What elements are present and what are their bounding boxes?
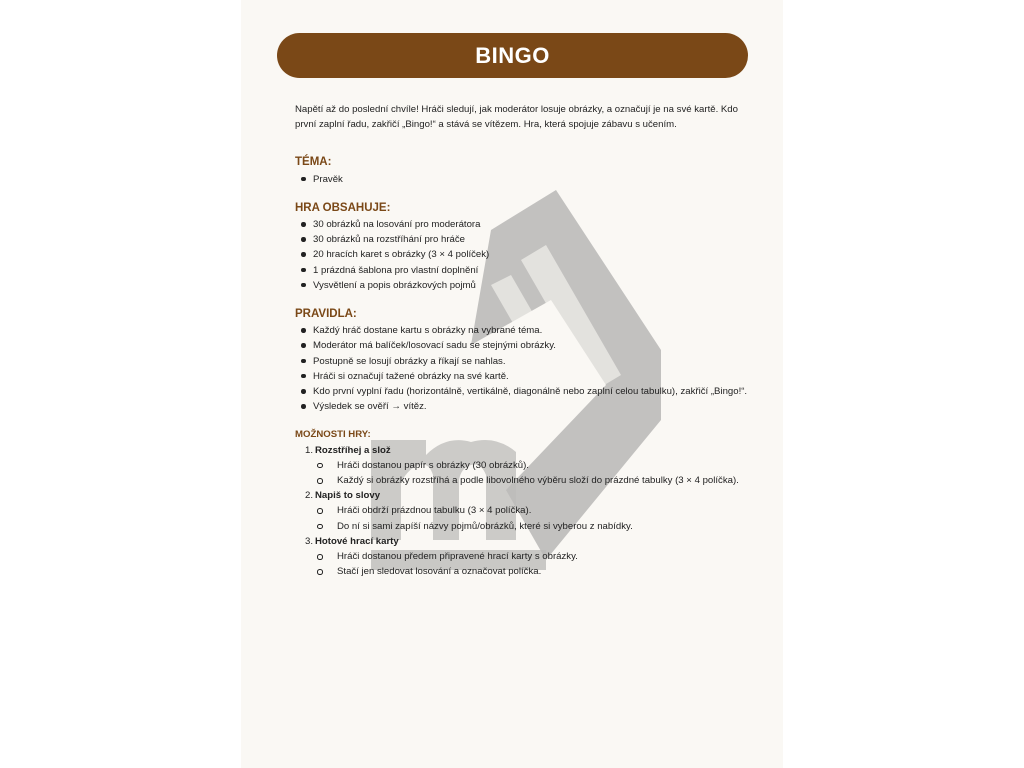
list-item: Vysvětlení a popis obrázkových pojmů bbox=[295, 278, 750, 293]
list-item: 30 obrázků na losování pro moderátora bbox=[295, 217, 750, 232]
option-item: 2. Napiš to slovy Hráči obdrží prázdnou tabulku (3 × 4 políčka). Do ní si sami zapíší názvy pojmů/obrázků, které si vyberou z nabídky. bbox=[295, 488, 750, 534]
tema-list bbox=[295, 172, 750, 187]
option-sublist bbox=[315, 549, 750, 579]
bullet-icon bbox=[301, 177, 306, 182]
list-item: Hráči dostanou předem připravené hrací karty s obrázky. bbox=[315, 549, 750, 564]
obsah-list bbox=[295, 217, 750, 293]
intro-paragraph: Napětí až do poslední chvíle! Hráči sledují, jak moderátor losuje obrázky, a označují je na své kartě. Kdo první zaplní řadu, zakřičí „Bingo!“ a stává se vítězem. Hra, která spojuje zábavu s učením. bbox=[295, 104, 738, 131]
bullet-icon bbox=[301, 283, 306, 288]
list-item: Moderátor má balíček/losovací sadu se stejnými obrázky. bbox=[295, 338, 750, 353]
option-item: 1. Rozstříhej a slož Hráči dostanou papír s obrázky (30 obrázků). Každý si obrázky rozstříhá a podle libovolného výběru složí do prázdné tabulky (3 × 4 políčka). bbox=[295, 443, 750, 489]
option-label: Hotové hrací karty bbox=[315, 535, 399, 547]
list-item: 30 obrázků na rozstříhání pro hráče bbox=[295, 232, 750, 247]
bullet-icon bbox=[301, 222, 306, 227]
option-sublist bbox=[315, 458, 750, 488]
list-item: Každý si obrázky rozstříhá a podle libovolného výběru složí do prázdné tabulky (3 × 4 políčka). bbox=[315, 473, 750, 488]
bullet-icon bbox=[301, 359, 306, 364]
bullet-icon bbox=[301, 374, 306, 379]
list-item: Výsledek se ověří → vítěz. bbox=[295, 399, 750, 414]
option-sublist bbox=[315, 503, 750, 533]
list-item: Stačí jen sledovat losování a označovat políčka. bbox=[315, 564, 750, 579]
section-heading-tema: TÉMA: bbox=[295, 156, 332, 169]
list-item: Každý hráč dostane kartu s obrázky na vybrané téma. bbox=[295, 323, 750, 338]
bullet-icon bbox=[301, 328, 306, 333]
option-label: Rozstříhej a slož bbox=[315, 444, 391, 456]
section-heading-obsah: HRA OBSAHUJE: bbox=[295, 201, 391, 214]
circle-bullet-icon bbox=[317, 478, 323, 484]
list-item: 20 hracích karet s obrázky (3 × 4 políček) bbox=[295, 247, 750, 262]
circle-bullet-icon bbox=[317, 569, 323, 575]
bullet-icon bbox=[301, 252, 306, 257]
section-heading-pravidla: PRAVIDLA: bbox=[295, 308, 357, 321]
list-item: Pravěk bbox=[295, 172, 750, 187]
list-item: 1 prázdná šablona pro vlastní doplnění bbox=[295, 263, 750, 278]
list-item: Kdo první vyplní řadu (horizontálně, vertikálně, diagonálně nebo zaplní celou tabulku), zakřičí „Bingo!“. bbox=[295, 384, 750, 399]
circle-bullet-icon bbox=[317, 524, 323, 530]
moznosti-list bbox=[295, 443, 750, 580]
list-item: Postupně se losují obrázky a říkají se nahlas. bbox=[295, 354, 750, 369]
list-item: Hráči obdrží prázdnou tabulku (3 × 4 políčka). bbox=[315, 503, 750, 518]
circle-bullet-icon bbox=[317, 554, 323, 560]
list-item: Do ní si sami zapíší názvy pojmů/obrázků, které si vyberou z nabídky. bbox=[315, 519, 750, 534]
option-label: Napiš to slovy bbox=[315, 490, 381, 502]
page-title: BINGO bbox=[277, 33, 748, 78]
bullet-icon bbox=[301, 389, 306, 394]
bullet-icon bbox=[301, 343, 306, 348]
bullet-icon bbox=[301, 268, 306, 273]
pravidla-list bbox=[295, 323, 750, 414]
circle-bullet-icon bbox=[317, 508, 323, 514]
spacer bbox=[295, 132, 750, 155]
circle-bullet-icon bbox=[317, 463, 323, 469]
bullet-icon bbox=[301, 237, 306, 242]
bullet-icon bbox=[301, 404, 306, 409]
list-item: Hráči si označují tažené obrázky na své kartě. bbox=[295, 369, 750, 384]
document-content bbox=[295, 102, 750, 579]
section-heading-moznosti: MOŽNOSTI HRY: bbox=[295, 429, 371, 441]
option-item: 3. Hotové hrací karty Hráči dostanou předem připravené hrací karty s obrázky. Stačí jen sledovat losování a označovat políčka. bbox=[295, 534, 750, 580]
document-page bbox=[241, 0, 783, 768]
list-item: Hráči dostanou papír s obrázky (30 obrázků). bbox=[315, 458, 750, 473]
